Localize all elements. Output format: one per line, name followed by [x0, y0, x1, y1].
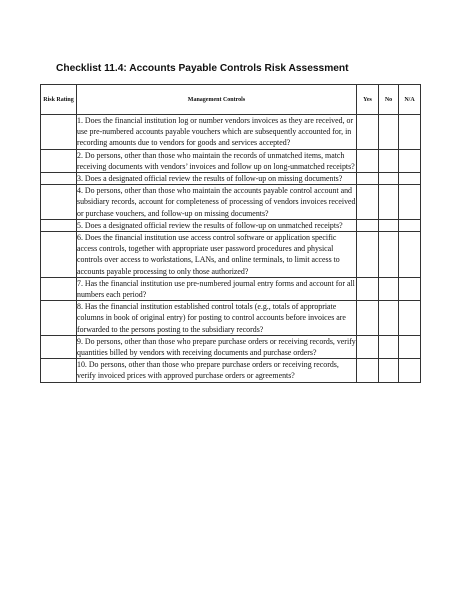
risk-rating-cell[interactable]	[41, 359, 77, 382]
question-text: 7. Has the financial institution use pre-numbered journal entry forms and account for all numbers each period?	[77, 278, 355, 300]
yes-cell[interactable]	[357, 232, 379, 278]
question-text: 4. Do persons, other than those who maintain the accounts payable control account and subsidiary records, account for completeness of processing of vendors invoices received or purchase vouchers, and follow-up on missing documents?	[77, 186, 356, 218]
table-row	[41, 173, 421, 185]
no-cell[interactable]	[379, 115, 399, 150]
yes-cell[interactable]	[357, 185, 379, 220]
na-cell[interactable]	[399, 359, 421, 382]
table-row	[41, 219, 421, 231]
yes-cell[interactable]	[357, 277, 379, 300]
question-text: 2. Do persons, other than those who maintain the records of unmatched items, match receiving documents with vendors’ invoices and follow up on long-unmatched receipts?	[77, 150, 355, 171]
no-cell[interactable]	[379, 173, 399, 185]
na-cell[interactable]	[399, 149, 421, 172]
table-row	[41, 149, 421, 172]
no-cell[interactable]	[379, 219, 399, 231]
question-text: 3. Does a designated official review the results of follow-up on missing documents?	[77, 173, 357, 185]
risk-rating-cell[interactable]	[41, 232, 77, 278]
question-text: 6. Does the financial institution use access control software or application specific access controls, together with appropriate user password procedures and physical controls over access to workstations, LANs, and online terminals, to limit access to accounts payable processing to only those authorized?	[77, 232, 357, 278]
na-cell[interactable]	[399, 232, 421, 278]
question-text: 1. Does the financial institution log or number vendors invoices as they are received, or use pre-numbered accounts payable vouchers which are subsequently accounted for, in recording amounts due to vendors for goods and services accepted?	[77, 115, 357, 150]
na-cell[interactable]	[399, 173, 421, 185]
na-cell[interactable]	[399, 185, 421, 220]
risk-rating-cell[interactable]	[41, 277, 77, 300]
header-no: No	[379, 85, 399, 115]
na-cell[interactable]	[399, 335, 421, 358]
no-cell[interactable]	[379, 335, 399, 358]
na-cell[interactable]	[399, 301, 421, 336]
yes-cell[interactable]	[357, 173, 379, 185]
yes-cell[interactable]	[357, 115, 379, 150]
question-text: 10. Do persons, other than those who prepare purchase orders or receiving records, verify invoiced prices with approved purchase orders or agreements?	[77, 359, 357, 382]
page-title: Checklist 11.4: Accounts Payable Controls Risk Assessment	[56, 63, 349, 74]
table-row	[41, 335, 421, 358]
question-text: 5. Does a designated official review the results of follow-up on unmatched receipts?	[77, 219, 357, 231]
table-row	[41, 232, 421, 278]
header-risk-rating: Risk Rating	[41, 85, 77, 115]
checklist-table	[40, 84, 421, 383]
header-na: N/A	[399, 85, 421, 115]
risk-rating-cell[interactable]	[41, 219, 77, 231]
no-cell[interactable]	[379, 359, 399, 382]
table-header-row	[41, 85, 421, 115]
risk-rating-cell[interactable]	[41, 149, 77, 172]
header-management-controls: Management Controls	[77, 85, 357, 115]
risk-rating-cell[interactable]	[41, 301, 77, 336]
table-row	[41, 359, 421, 382]
risk-rating-cell[interactable]	[41, 335, 77, 358]
yes-cell[interactable]	[357, 219, 379, 231]
no-cell[interactable]	[379, 277, 399, 300]
risk-rating-cell[interactable]	[41, 115, 77, 150]
yes-cell[interactable]	[357, 149, 379, 172]
no-cell[interactable]	[379, 301, 399, 336]
na-cell[interactable]	[399, 277, 421, 300]
table-row	[41, 301, 421, 336]
table-row	[41, 115, 421, 150]
table-row	[41, 185, 421, 220]
question-text: 9. Do persons, other than those who prepare purchase orders or receiving records, verify quantities billed by vendors with receiving documents and purchase orders?	[77, 336, 356, 358]
risk-rating-cell[interactable]	[41, 173, 77, 185]
yes-cell[interactable]	[357, 359, 379, 382]
na-cell[interactable]	[399, 219, 421, 231]
na-cell[interactable]	[399, 115, 421, 150]
yes-cell[interactable]	[357, 335, 379, 358]
header-yes: Yes	[357, 85, 379, 115]
risk-rating-cell[interactable]	[41, 185, 77, 220]
no-cell[interactable]	[379, 185, 399, 220]
no-cell[interactable]	[379, 232, 399, 278]
question-text: 8. Has the financial institution established control totals (e.g., totals of appropriate columns in book of original entry) for posting to control accounts before invoices are forwarded to the persons posting to the subsidiary records?	[77, 301, 357, 336]
yes-cell[interactable]	[357, 301, 379, 336]
no-cell[interactable]	[379, 149, 399, 172]
table-row	[41, 277, 421, 300]
